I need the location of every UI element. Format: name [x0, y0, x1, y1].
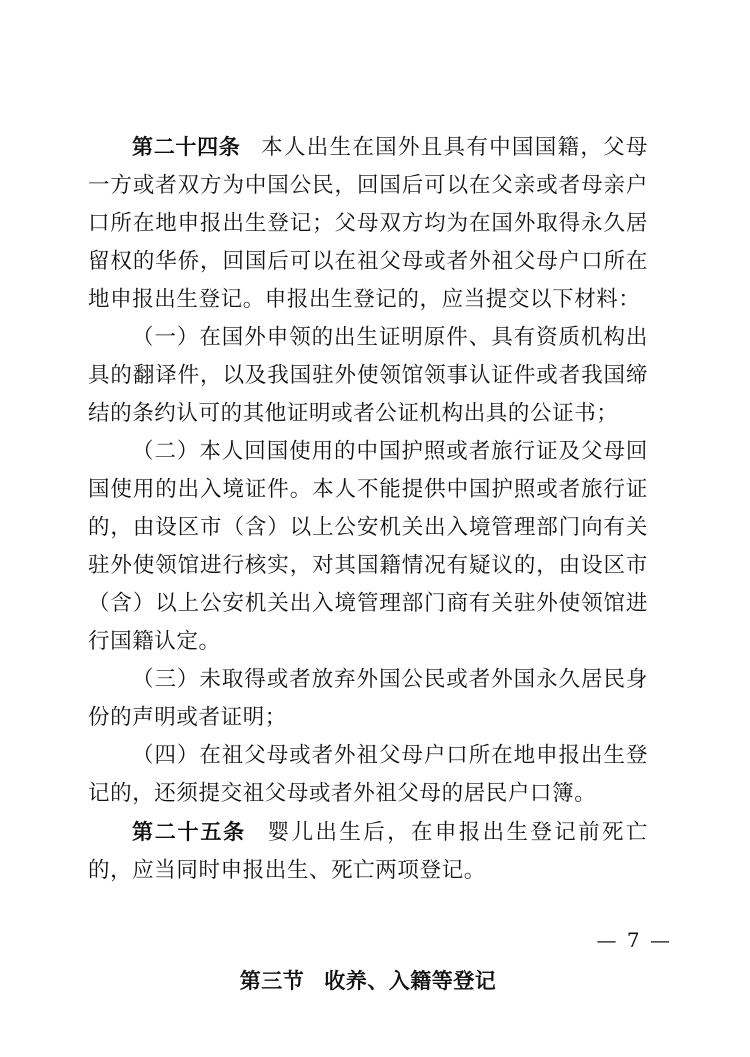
article-text-24: 本人出生在国外且具有中国国籍，父母一方或者双方为中国公民，回国后可以在父亲或者母亲户口所在地申报出生登记；父母双方均为在国外取得永久居留权的华侨，回国后可以在祖父母或者外祖父母户口所在地申报出生登记。申报出生登记的，应当提交以下材料：	[88, 135, 649, 312]
page-number-footer: — 7 —	[596, 928, 672, 952]
list-item-1: （一）在国外申领的出生证明原件、具有资质机构出具的翻译件，以及我国驻外使领馆领事认证件或者我国缔结的条约认可的其他证明或者公证机构出具的公证书；	[88, 325, 648, 426]
list-item-2: （二）本人回国使用的中国护照或者旅行证及父母回国使用的出入境证件。本人不能提供中国护照或者旅行证的，由设区市（含）以上公安机关出入境管理部门向有关驻外使领馆进行核实，对其国籍情况有疑议的，由设区市（含）以上公安机关出入境管理部门商有关驻外使领馆进行国籍认定。	[88, 439, 648, 654]
article-label-24: 第二十四条	[132, 135, 241, 159]
article-paragraph-24	[88, 128, 648, 319]
list-item-4: （四）在祖父母或者外祖父母户口所在地申报出生登记的，还须提交祖父母或者外祖父母的居民户口簿。	[88, 743, 648, 806]
list-item-3: （三）未取得或者放弃外国公民或者外国永久居民身份的声明或者证明；	[88, 667, 648, 730]
section-number: 第三节	[239, 969, 305, 993]
section-title: 收养、入籍等登记	[324, 969, 497, 993]
article-label-25: 第二十五条	[132, 820, 246, 844]
section-spacer	[88, 890, 648, 962]
article-text-25: 婴儿出生后，在申报出生登记前死亡的，应当同时申报出生、死亡两项登记。	[88, 820, 648, 883]
document-body	[88, 128, 648, 1000]
article-paragraph-25	[88, 813, 648, 890]
section-heading	[88, 962, 648, 1000]
